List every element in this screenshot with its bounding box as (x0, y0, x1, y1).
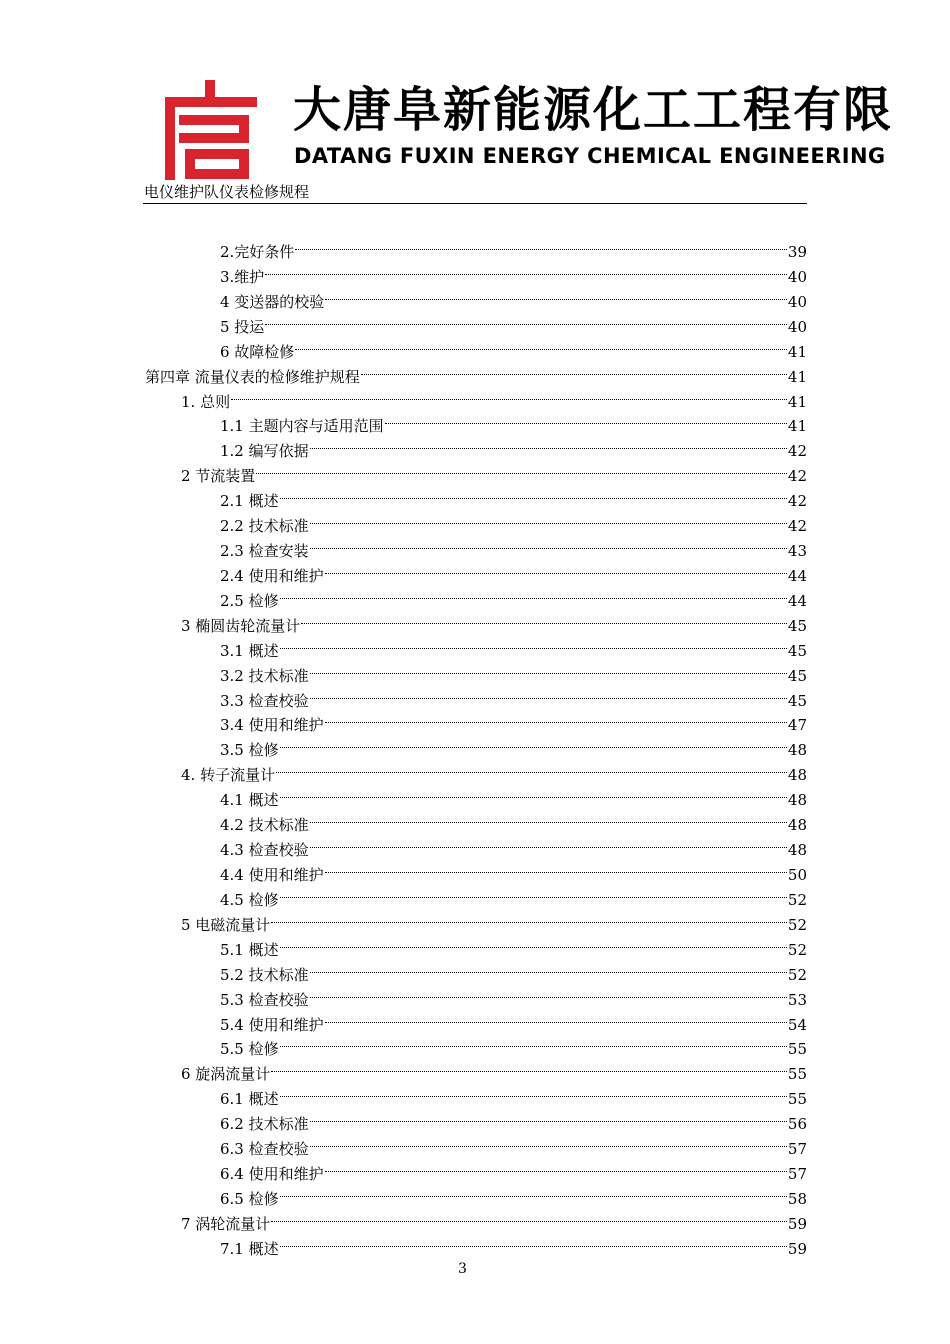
toc-entry[interactable] (220, 731, 807, 760)
toc-entry-label: 第四章 流量仪表的检修维护规程 (145, 367, 360, 386)
toc-entry[interactable] (220, 308, 807, 336)
toc-entry[interactable] (220, 781, 807, 810)
toc-entry[interactable] (220, 1080, 807, 1109)
toc-dot-leader (310, 831, 787, 855)
toc-entry-page: 56 (787, 1115, 807, 1134)
toc-entry-page: 59 (787, 1239, 807, 1258)
toc-entry-label: 6.5 检修 (220, 1189, 279, 1208)
toc-dot-leader (231, 383, 787, 407)
toc-entry-page: 57 (787, 1140, 807, 1159)
toc-entry[interactable] (220, 407, 807, 436)
toc-entry[interactable] (220, 1155, 807, 1184)
toc-entry-page: 41 (787, 367, 807, 386)
toc-entry[interactable] (220, 831, 807, 860)
toc-dot-leader (310, 507, 787, 531)
toc-entry-page: 57 (787, 1165, 807, 1184)
toc-entry-page: 44 (787, 591, 807, 610)
toc-entry-label: 6.1 概述 (220, 1090, 279, 1109)
toc-dot-leader (325, 557, 787, 581)
toc-entry-page: 45 (787, 666, 807, 685)
document-title: 电仪维护队仪表检修规程 (144, 183, 310, 201)
toc-dot-leader (271, 1205, 787, 1229)
toc-entry[interactable] (220, 632, 807, 660)
toc-entry[interactable] (220, 931, 807, 959)
toc-entry[interactable] (220, 1180, 807, 1208)
toc-entry[interactable] (181, 607, 807, 635)
toc-entry-page: 55 (787, 1065, 807, 1084)
toc-entry-page: 41 (787, 392, 807, 411)
toc-entry[interactable] (181, 457, 807, 486)
toc-entry-page: 48 (787, 791, 807, 810)
toc-entry-page: 39 (787, 243, 807, 261)
toc-entry-page: 40 (787, 267, 807, 286)
toc-entry[interactable] (181, 383, 807, 411)
toc-dot-leader (325, 1155, 787, 1179)
toc-dot-leader (280, 1230, 787, 1254)
toc-entry-page: 45 (787, 616, 807, 635)
toc-dot-leader (385, 407, 787, 431)
toc-entry-label: 7 涡轮流量计 (181, 1214, 271, 1233)
toc-entry-page: 45 (787, 641, 807, 660)
toc-dot-leader (310, 1130, 787, 1154)
toc-dot-leader (361, 358, 787, 382)
toc-dot-leader (280, 1030, 787, 1054)
toc-dot-leader (280, 781, 787, 805)
toc-entry-label: 5 电磁流量计 (181, 915, 271, 934)
toc-dot-leader (280, 1080, 787, 1104)
toc-entry[interactable] (220, 532, 807, 561)
toc-dot-leader (280, 931, 787, 955)
page-number: 3 (458, 1261, 467, 1277)
toc-entry-label: 5.2 技术标准 (220, 965, 309, 984)
toc-entry-label: 1.2 编写依据 (220, 442, 309, 461)
toc-entry-page: 42 (787, 467, 807, 486)
toc-entry[interactable] (220, 482, 807, 511)
toc-dot-leader (280, 881, 787, 905)
toc-entry-label: 4.2 技术标准 (220, 816, 309, 835)
toc-entry-label: 3.5 检修 (220, 741, 279, 760)
toc-dot-leader (301, 607, 787, 631)
toc-entry[interactable] (181, 756, 807, 785)
toc-dot-leader (295, 233, 787, 257)
toc-dot-leader (256, 457, 787, 481)
toc-entry-label: 5 投运 (220, 317, 265, 336)
toc-dot-leader (271, 906, 787, 930)
toc-entry-page: 45 (787, 691, 807, 710)
toc-entry[interactable] (220, 333, 807, 361)
toc-entry[interactable] (220, 432, 807, 461)
toc-entry[interactable] (220, 557, 807, 585)
toc-entry-label: 1.1 主题内容与适用范围 (220, 417, 384, 436)
toc-entry[interactable] (181, 1205, 807, 1233)
toc-entry-label: 2 节流装置 (181, 467, 256, 486)
page-header (0, 0, 950, 205)
toc-dot-leader (325, 706, 787, 730)
toc-entry[interactable] (220, 258, 807, 286)
toc-entry-page: 53 (787, 990, 807, 1009)
toc-entry[interactable] (220, 856, 807, 884)
toc-entry-page: 58 (787, 1189, 807, 1208)
toc-entry-label: 6.4 使用和维护 (220, 1165, 324, 1184)
toc-entry[interactable] (220, 657, 807, 685)
toc-dot-leader (310, 532, 787, 556)
toc-dot-leader (265, 258, 787, 282)
toc-entry-label: 5.3 检查校验 (220, 990, 309, 1009)
toc-dot-leader (310, 806, 787, 830)
toc-entry[interactable] (220, 582, 807, 610)
company-name-en: DATANG FUXIN ENERGY CHEMICAL ENGINEERING (294, 144, 886, 168)
toc-entry-label: 3 椭圆齿轮流量计 (181, 616, 301, 635)
toc-dot-leader (295, 333, 787, 357)
toc-entry-page: 48 (787, 766, 807, 785)
toc-entry-page: 50 (787, 866, 807, 884)
toc-entry[interactable] (220, 981, 807, 1009)
toc-entry-page: 41 (787, 417, 807, 436)
toc-entry-page: 40 (787, 317, 807, 336)
company-name-cn: 大唐阜新能源化工工程有限 (293, 82, 894, 138)
toc-entry-page: 52 (787, 965, 807, 984)
toc-entry[interactable] (220, 881, 807, 909)
toc-entry-label: 2.4 使用和维护 (220, 566, 324, 585)
toc-entry-label: 5.1 概述 (220, 940, 279, 959)
toc-entry-label: 4.5 检修 (220, 890, 279, 909)
toc-dot-leader (271, 1055, 787, 1079)
toc-entry[interactable] (181, 1055, 807, 1084)
toc-entry-label: 2.5 检修 (220, 591, 279, 610)
toc-entry-page: 48 (787, 741, 807, 760)
toc-entry[interactable] (220, 1230, 807, 1258)
toc-entry-page: 52 (787, 890, 807, 909)
toc-entry-page: 55 (787, 1040, 807, 1059)
toc-entry-label: 5.4 使用和维护 (220, 1015, 324, 1034)
toc-dot-leader (280, 582, 787, 606)
toc-dot-leader (325, 1006, 787, 1030)
toc-entry[interactable] (220, 1130, 807, 1159)
toc-dot-leader (310, 432, 787, 456)
toc-entry[interactable] (181, 906, 807, 934)
toc-dot-leader (310, 956, 787, 980)
toc-dot-leader (310, 981, 787, 1005)
toc-dot-leader (280, 1180, 787, 1204)
toc-entry-label: 1. 总则 (181, 392, 231, 411)
toc-entry[interactable] (220, 1105, 807, 1134)
toc-entry-page: 54 (787, 1015, 807, 1034)
toc-entry[interactable] (145, 358, 807, 386)
toc-entry[interactable] (220, 806, 807, 835)
toc-entry-label: 4.3 检查校验 (220, 841, 309, 860)
toc-entry-label: 3.3 检查校验 (220, 691, 309, 710)
toc-entry[interactable] (220, 682, 807, 710)
toc-entry-label: 2.1 概述 (220, 492, 279, 511)
toc-entry[interactable] (220, 956, 807, 984)
toc-entry-page: 42 (787, 492, 807, 511)
toc-entry-page: 52 (787, 940, 807, 959)
toc-dot-leader (310, 682, 787, 706)
toc-entry-label: 3.维护 (220, 267, 265, 286)
toc-dot-leader (310, 657, 787, 681)
toc-entry-label: 4.4 使用和维护 (220, 866, 324, 884)
toc-entry-label: 6 旋涡流量计 (181, 1065, 271, 1084)
toc-entry-label: 6.2 技术标准 (220, 1115, 309, 1134)
toc-entry-label: 2.2 技术标准 (220, 517, 309, 536)
toc-entry-label: 7.1 概述 (220, 1239, 279, 1258)
toc-dot-leader (325, 856, 787, 880)
toc-entry-label: 5.5 检修 (220, 1040, 279, 1059)
company-logo-icon (160, 80, 260, 180)
toc-entry-label: 3.1 概述 (220, 641, 279, 660)
toc-entry-label: 2.3 检查安装 (220, 542, 309, 561)
toc-entry[interactable] (220, 706, 807, 735)
toc-entry-page: 42 (787, 442, 807, 461)
toc-entry-label: 2.完好条件 (220, 243, 295, 261)
toc-entry-page: 59 (787, 1214, 807, 1233)
toc-entry-label: 3.4 使用和维护 (220, 716, 324, 735)
toc-dot-leader (310, 1105, 787, 1129)
toc-entry-label: 3.2 技术标准 (220, 666, 309, 685)
toc-entry-page: 44 (787, 566, 807, 585)
header-divider (143, 203, 807, 204)
toc-entry[interactable] (220, 507, 807, 536)
toc-entry-page: 48 (787, 816, 807, 835)
toc-entry-label: 6 故障检修 (220, 342, 295, 361)
toc-entry-label: 4. 转子流量计 (181, 766, 276, 785)
toc-dot-leader (325, 283, 787, 307)
toc-entry-page: 41 (787, 342, 807, 361)
toc-entry-label: 6.3 检查校验 (220, 1140, 309, 1159)
toc-entry-page: 55 (787, 1090, 807, 1109)
toc-entry[interactable] (220, 1030, 807, 1059)
toc-entry-page: 42 (787, 517, 807, 536)
toc-entry-page: 48 (787, 841, 807, 860)
toc-dot-leader (280, 482, 787, 506)
toc-entry-label: 4.1 概述 (220, 791, 279, 810)
toc-entry-page: 47 (787, 716, 807, 735)
toc-dot-leader (276, 756, 787, 780)
toc-dot-leader (280, 731, 787, 755)
toc-dot-leader (280, 632, 787, 656)
toc-entry-page: 40 (787, 292, 807, 311)
toc-entry-page: 43 (787, 542, 807, 561)
toc-entry[interactable] (220, 283, 807, 311)
toc-entry-label: 4 变送器的校验 (220, 292, 325, 311)
toc-entry-page: 52 (787, 915, 807, 934)
toc-entry[interactable] (220, 233, 807, 261)
toc-entry[interactable] (220, 1006, 807, 1034)
toc-dot-leader (265, 308, 787, 332)
